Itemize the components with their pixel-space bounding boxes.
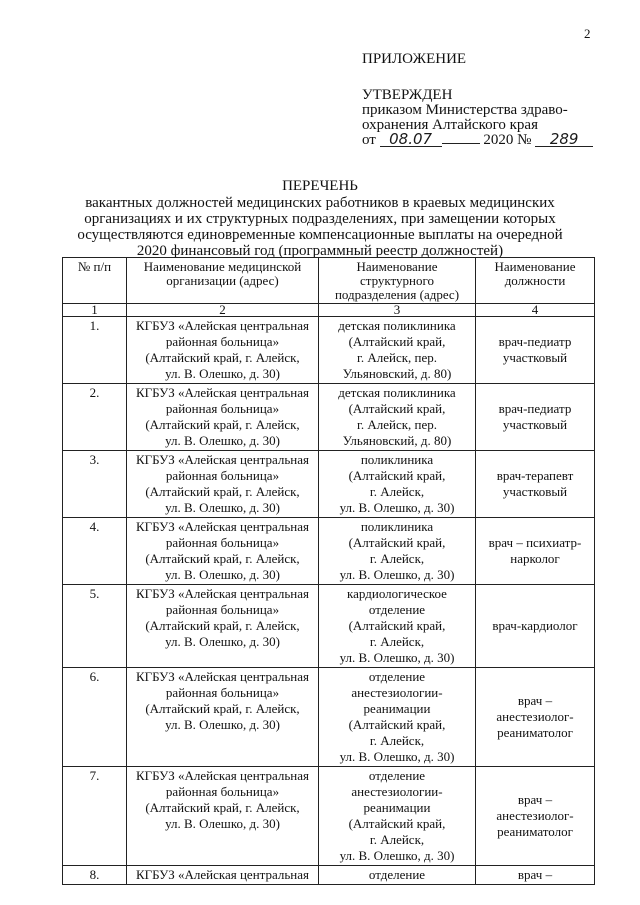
title-line-3: осуществляются единовременные компенсационные выплаты на очередной	[77, 227, 563, 243]
table-row	[63, 384, 595, 451]
column-number: 2	[127, 304, 319, 317]
department-cell-line: г. Алейск, пер.	[356, 350, 438, 365]
department-cell-line: анестезиологии-	[351, 784, 443, 799]
page-number: 2	[584, 26, 591, 41]
department-cell	[319, 668, 476, 767]
organization-cell-line: КГБУЗ «Алейская центральная	[135, 318, 309, 333]
row-number: 6.	[63, 668, 127, 767]
department-cell	[319, 585, 476, 668]
column-number: 4	[476, 304, 595, 317]
organization-cell-line: (Алтайский край, г. Алейск,	[145, 484, 300, 499]
organization-cell-line: КГБУЗ «Алейская центральная	[135, 586, 309, 601]
department-cell-line: ул. В. Олешко, д. 30)	[339, 749, 455, 764]
organization-cell-line: районная больница»	[165, 334, 280, 349]
order-line-2: охранения Алтайского края	[362, 117, 538, 133]
column-number-row	[63, 304, 595, 317]
vacancies-table	[62, 257, 595, 885]
position-cell	[476, 668, 595, 767]
position-cell	[476, 317, 595, 384]
position-cell	[476, 767, 595, 866]
row-number: 3.	[63, 451, 127, 518]
position-cell	[476, 585, 595, 668]
department-cell-line: (Алтайский край,	[348, 334, 446, 349]
organization-cell-line: районная больница»	[165, 468, 280, 483]
organization-cell-line: районная больница»	[165, 401, 280, 416]
department-cell-line: анестезиологии-	[351, 685, 443, 700]
position-cell-line: врач-терапевт	[496, 468, 574, 483]
department-cell-line: (Алтайский край,	[348, 717, 446, 732]
table-row	[63, 585, 595, 668]
position-cell-line: врач –	[517, 867, 553, 882]
organization-cell-line: ул. В. Олешко, д. 30)	[165, 717, 280, 732]
department-cell-line: (Алтайский край,	[348, 816, 446, 831]
table-header-row	[63, 258, 595, 304]
department-cell	[319, 451, 476, 518]
table-row	[63, 451, 595, 518]
organization-cell	[127, 866, 319, 885]
row-number: 4.	[63, 518, 127, 585]
department-cell-line: отделение	[368, 669, 426, 684]
position-cell	[476, 384, 595, 451]
organization-cell	[127, 585, 319, 668]
header-department: Наименование структурного подразделения (адрес)	[319, 258, 476, 304]
header-position: Наименование должности	[476, 258, 595, 304]
department-cell-line: поликлиника	[360, 452, 434, 467]
organization-cell-line: КГБУЗ «Алейская центральная	[135, 768, 309, 783]
table-body	[63, 317, 595, 885]
position-cell-line: реаниматолог	[497, 824, 573, 839]
date-underline	[442, 143, 480, 144]
organization-cell-line: КГБУЗ «Алейская центральная	[135, 452, 309, 467]
row-number: 2.	[63, 384, 127, 451]
department-cell-line: г. Алейск,	[369, 551, 425, 566]
date-prefix: от	[362, 132, 376, 148]
department-cell-line: кардиологическое	[347, 586, 447, 601]
title-line-1: вакантных должностей медицинских работников в краевых медицинских	[85, 195, 555, 211]
position-cell-line: участковый	[502, 350, 568, 365]
header-organization: Наименование медицинской организации (адрес)	[127, 258, 319, 304]
department-cell-line: Ульяновский, д. 80)	[342, 366, 452, 381]
approved-label: УТВЕРЖДЕН	[362, 87, 453, 103]
department-cell-line: Ульяновский, д. 80)	[342, 433, 452, 448]
department-cell	[319, 518, 476, 585]
organization-cell-line: (Алтайский край, г. Алейск,	[145, 417, 300, 432]
column-number: 1	[63, 304, 127, 317]
department-cell-line: ул. В. Олешко, д. 30)	[339, 848, 455, 863]
position-cell	[476, 866, 595, 885]
department-cell-line: (Алтайский край,	[348, 401, 446, 416]
approval-block	[362, 52, 622, 148]
department-cell-line: детская поликлиника	[338, 318, 456, 333]
organization-cell	[127, 317, 319, 384]
title-heading: ПЕРЕЧЕНЬ	[282, 178, 358, 194]
position-cell-line: врач – психиатр-	[488, 535, 582, 550]
organization-cell	[127, 384, 319, 451]
position-cell-line: врач –	[517, 792, 553, 807]
position-cell-line: анестезиолог-	[496, 709, 574, 724]
department-cell-line: ул. В. Олешко, д. 30)	[339, 567, 455, 582]
department-cell	[319, 384, 476, 451]
position-cell-line: врач –	[517, 693, 553, 708]
position-cell-line: анестезиолог-	[496, 808, 574, 823]
table-row	[63, 518, 595, 585]
department-cell	[319, 866, 476, 885]
title-line-4: 2020 финансовый год (программный реестр должностей)	[136, 243, 504, 259]
position-cell	[476, 451, 595, 518]
organization-cell-line: ул. В. Олешко, д. 30)	[165, 433, 280, 448]
organization-cell-line: КГБУЗ «Алейская центральная	[135, 867, 309, 882]
organization-cell	[127, 767, 319, 866]
organization-cell-line: (Алтайский край, г. Алейск,	[145, 551, 300, 566]
department-cell-line: отделение	[368, 602, 426, 617]
position-cell-line: реаниматолог	[497, 725, 573, 740]
position-cell-line: нарколог	[510, 551, 560, 566]
table-row	[63, 668, 595, 767]
department-cell-line: реанимации	[363, 701, 431, 716]
department-cell-line: отделение	[368, 867, 426, 882]
department-cell-line: поликлиника	[360, 519, 434, 534]
row-number: 7.	[63, 767, 127, 866]
organization-cell-line: районная больница»	[165, 602, 280, 617]
organization-cell	[127, 451, 319, 518]
department-cell-line: г. Алейск,	[369, 634, 425, 649]
order-number-handwritten: 289	[535, 133, 593, 147]
organization-cell-line: ул. В. Олешко, д. 30)	[165, 366, 280, 381]
department-cell-line: (Алтайский край,	[348, 618, 446, 633]
position-cell-line: участковый	[502, 417, 568, 432]
row-number: 8.	[63, 866, 127, 885]
organization-cell	[127, 518, 319, 585]
table-row	[63, 317, 595, 384]
department-cell-line: отделение	[368, 768, 426, 783]
position-cell	[476, 518, 595, 585]
organization-cell	[127, 668, 319, 767]
organization-cell-line: районная больница»	[165, 685, 280, 700]
header-number: № п/п	[63, 258, 127, 304]
order-year: 2020 №	[483, 132, 532, 148]
appendix-label: ПРИЛОЖЕНИЕ	[362, 51, 467, 67]
column-number: 3	[319, 304, 476, 317]
department-cell-line: детская поликлиника	[338, 385, 456, 400]
position-cell-line: врач-кардиолог	[492, 618, 578, 633]
department-cell-line: г. Алейск,	[369, 832, 425, 847]
organization-cell-line: районная больница»	[165, 784, 280, 799]
organization-cell-line: ул. В. Олешко, д. 30)	[165, 634, 280, 649]
table-row	[63, 866, 595, 885]
position-cell-line: участковый	[502, 484, 568, 499]
organization-cell-line: ул. В. Олешко, д. 30)	[165, 567, 280, 582]
department-cell	[319, 767, 476, 866]
position-cell-line: врач-педиатр	[498, 334, 572, 349]
row-number: 5.	[63, 585, 127, 668]
organization-cell-line: КГБУЗ «Алейская центральная	[135, 519, 309, 534]
organization-cell-line: районная больница»	[165, 535, 280, 550]
organization-cell-line: (Алтайский край, г. Алейск,	[145, 701, 300, 716]
department-cell-line: (Алтайский край,	[348, 535, 446, 550]
department-cell-line: (Алтайский край,	[348, 468, 446, 483]
title-line-2: организациях и их структурных подразделениях, при замещении которых	[84, 211, 556, 227]
department-cell-line: реанимации	[363, 800, 431, 815]
department-cell-line: ул. В. Олешко, д. 30)	[339, 650, 455, 665]
order-line-1: приказом Министерства здраво-	[362, 102, 568, 118]
document-title	[70, 178, 570, 259]
organization-cell-line: КГБУЗ «Алейская центральная	[135, 385, 309, 400]
order-date-handwritten: 08.07	[380, 133, 442, 147]
department-cell-line: ул. В. Олешко, д. 30)	[339, 500, 455, 515]
department-cell	[319, 317, 476, 384]
organization-cell-line: КГБУЗ «Алейская центральная	[135, 669, 309, 684]
row-number: 1.	[63, 317, 127, 384]
position-cell-line: врач-педиатр	[498, 401, 572, 416]
table-row	[63, 767, 595, 866]
order-date-line	[362, 130, 622, 148]
organization-cell-line: ул. В. Олешко, д. 30)	[165, 500, 280, 515]
department-cell-line: г. Алейск,	[369, 484, 425, 499]
organization-cell-line: (Алтайский край, г. Алейск,	[145, 800, 300, 815]
organization-cell-line: ул. В. Олешко, д. 30)	[165, 816, 280, 831]
department-cell-line: г. Алейск, пер.	[356, 417, 438, 432]
organization-cell-line: (Алтайский край, г. Алейск,	[145, 618, 300, 633]
department-cell-line: г. Алейск,	[369, 733, 425, 748]
organization-cell-line: (Алтайский край, г. Алейск,	[145, 350, 300, 365]
